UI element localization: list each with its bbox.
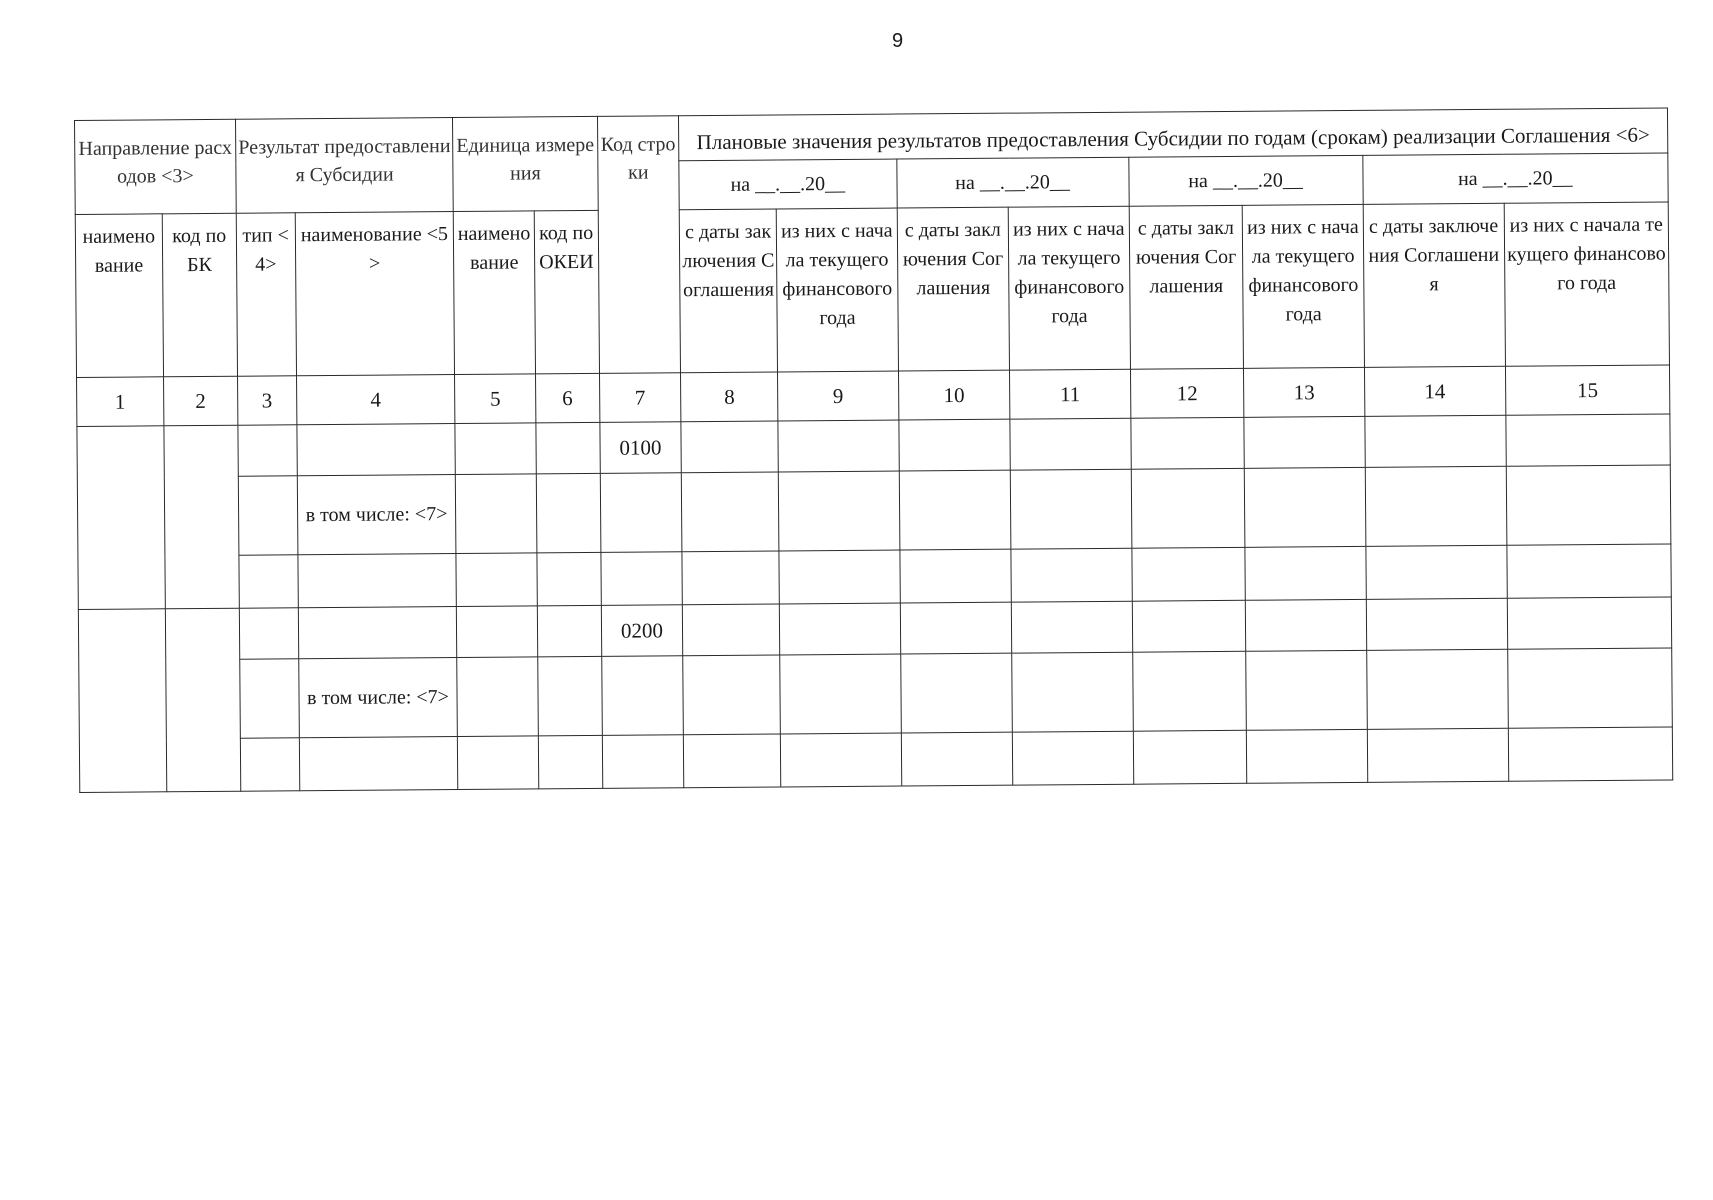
- value-cell[interactable]: [900, 653, 1012, 733]
- value-cell[interactable]: [1366, 649, 1508, 729]
- column-number: 9: [778, 371, 899, 421]
- period-1: на __.__.20__: [679, 159, 897, 210]
- subheader-from-year-4: из них с начала текущего финансового года: [1504, 202, 1670, 366]
- type-cell[interactable]: [239, 608, 298, 659]
- value-cell[interactable]: [779, 550, 900, 604]
- header-result: Результат предоставления Субсидии: [235, 118, 453, 214]
- column-number: 6: [535, 373, 599, 422]
- row-code-cell: 0200: [601, 605, 683, 657]
- value-cell[interactable]: [1247, 729, 1368, 783]
- value-cell[interactable]: [1245, 467, 1366, 547]
- type-cell[interactable]: [240, 659, 299, 738]
- value-cell[interactable]: [681, 421, 779, 473]
- value-cell[interactable]: [779, 471, 900, 551]
- unit-name-cell[interactable]: [456, 553, 537, 607]
- unit-name-cell[interactable]: [455, 423, 536, 475]
- subheader-from-year-1: из них с начала текущего финансового года: [777, 208, 898, 372]
- value-cell[interactable]: [1508, 727, 1673, 781]
- value-cell[interactable]: [1132, 600, 1246, 652]
- column-number: 1: [77, 377, 164, 427]
- header-direction: Направление расходов <3>: [75, 119, 237, 214]
- value-cell[interactable]: [1367, 728, 1509, 782]
- result-name-cell[interactable]: [298, 607, 457, 659]
- unit-name-cell[interactable]: [456, 474, 537, 554]
- subsidy-results-table-wrapper: [74, 107, 1673, 792]
- unit-name-cell[interactable]: [457, 657, 538, 737]
- value-cell[interactable]: [1246, 599, 1367, 651]
- header-plan-values: Плановые значения результатов предоставления Субсидии по годам (срокам) реализации Соглашения <6>: [679, 108, 1668, 161]
- value-cell[interactable]: [682, 604, 780, 656]
- table-row: [79, 648, 1673, 740]
- okei-code-cell[interactable]: [538, 656, 602, 735]
- subheader-result-name: наименование <5>: [295, 212, 455, 376]
- value-cell[interactable]: [780, 654, 901, 734]
- value-cell[interactable]: [1506, 414, 1671, 466]
- value-cell[interactable]: [1366, 545, 1508, 599]
- value-cell[interactable]: [1365, 466, 1507, 546]
- value-cell[interactable]: [1012, 601, 1133, 653]
- value-cell[interactable]: [899, 470, 1011, 550]
- column-number: 15: [1505, 365, 1670, 415]
- type-cell[interactable]: [238, 425, 297, 476]
- result-name-cell[interactable]: [297, 554, 456, 608]
- value-cell[interactable]: [1365, 415, 1506, 467]
- column-number: 8: [681, 372, 779, 422]
- direction-name-cell[interactable]: [77, 426, 165, 610]
- value-cell[interactable]: [1011, 469, 1132, 549]
- value-cell[interactable]: [901, 732, 1013, 786]
- unit-name-cell[interactable]: [457, 606, 538, 658]
- including-label: в том числе: <7>: [297, 475, 457, 555]
- value-cell[interactable]: [1133, 730, 1247, 784]
- value-cell[interactable]: [1507, 597, 1672, 649]
- value-cell[interactable]: [1131, 547, 1245, 601]
- value-cell[interactable]: [1010, 418, 1131, 470]
- row-code-cell[interactable]: [602, 735, 684, 789]
- row-code-cell[interactable]: [601, 552, 683, 606]
- subheader-from-date-4: с даты заключения Соглашения: [1363, 203, 1505, 367]
- value-cell[interactable]: [778, 420, 899, 472]
- value-cell[interactable]: [1246, 650, 1367, 730]
- subsidy-results-table: [74, 107, 1673, 792]
- okei-code-cell[interactable]: [536, 422, 600, 473]
- period-4: на __.__.20__: [1362, 153, 1668, 204]
- unit-name-cell[interactable]: [458, 736, 539, 790]
- value-cell[interactable]: [1130, 417, 1244, 469]
- type-cell[interactable]: [238, 476, 297, 555]
- value-cell[interactable]: [1244, 416, 1365, 468]
- column-number: 7: [599, 373, 681, 423]
- subheader-from-year-3: из них с начала текущего финансового года: [1243, 204, 1364, 368]
- subheader-name: наименование: [75, 214, 163, 378]
- table-row: [79, 727, 1672, 793]
- subheader-unit-name: наименование: [454, 211, 536, 375]
- column-number: 12: [1130, 368, 1244, 418]
- subheader-from-date-1: с даты заключения Соглашения: [679, 209, 777, 373]
- column-number: 3: [237, 376, 296, 425]
- value-cell[interactable]: [681, 472, 779, 552]
- value-cell[interactable]: [1013, 731, 1134, 785]
- value-cell[interactable]: [1366, 598, 1507, 650]
- value-cell[interactable]: [1011, 548, 1132, 602]
- result-name-cell[interactable]: [296, 424, 455, 476]
- okei-code-cell[interactable]: [537, 552, 601, 605]
- column-number: 5: [455, 374, 536, 424]
- page-number: 9: [891, 30, 904, 52]
- type-cell[interactable]: [239, 555, 298, 608]
- row-code-cell[interactable]: [600, 473, 682, 553]
- value-cell[interactable]: [1132, 651, 1247, 731]
- okei-code-cell[interactable]: [536, 473, 600, 552]
- period-2: на __.__.20__: [896, 157, 1128, 208]
- subheader-okei-code: код по ОКЕИ: [534, 210, 599, 373]
- direction-name-cell[interactable]: [78, 609, 166, 793]
- bk-code-cell[interactable]: [165, 608, 241, 792]
- table-row: [77, 465, 1671, 557]
- value-cell[interactable]: [900, 602, 1012, 654]
- column-number: 11: [1010, 369, 1131, 419]
- value-cell[interactable]: [683, 734, 781, 788]
- column-number: 13: [1244, 367, 1365, 417]
- okei-code-cell[interactable]: [538, 735, 602, 788]
- value-cell[interactable]: [898, 419, 1010, 471]
- subheader-from-date-3: с даты заключения Соглашения: [1129, 205, 1244, 369]
- column-number: 2: [163, 376, 238, 426]
- period-3: на __.__.20__: [1128, 155, 1362, 206]
- value-cell[interactable]: [899, 549, 1011, 603]
- value-cell[interactable]: [780, 603, 901, 655]
- row-code-cell: 0100: [600, 422, 682, 474]
- header-unit: Единица измерения: [453, 116, 598, 211]
- value-cell[interactable]: [682, 551, 780, 605]
- value-cell[interactable]: [683, 655, 781, 735]
- subheader-from-date-2: с даты заключения Соглашения: [897, 207, 1010, 371]
- value-cell[interactable]: [1507, 544, 1672, 598]
- column-number: 4: [296, 375, 455, 425]
- bk-code-cell[interactable]: [164, 425, 240, 609]
- value-cell[interactable]: [1245, 546, 1366, 600]
- header-row-code: Код строки: [597, 116, 681, 374]
- subheader-from-year-2: из них с начала текущего финансового года: [1009, 206, 1130, 370]
- including-label: в том числе: <7>: [298, 658, 458, 738]
- subheader-bk-code: код по БК: [162, 213, 237, 377]
- value-cell[interactable]: [1012, 652, 1133, 732]
- column-number: 14: [1364, 366, 1505, 416]
- value-cell[interactable]: [1506, 465, 1671, 545]
- okei-code-cell[interactable]: [537, 605, 601, 656]
- type-cell[interactable]: [240, 738, 299, 791]
- value-cell[interactable]: [1131, 468, 1246, 548]
- subheader-type: тип <4>: [236, 213, 296, 376]
- result-name-cell[interactable]: [299, 737, 458, 791]
- value-cell[interactable]: [781, 733, 902, 787]
- value-cell[interactable]: [1507, 648, 1672, 728]
- column-number: 10: [898, 370, 1010, 420]
- row-code-cell[interactable]: [601, 656, 683, 736]
